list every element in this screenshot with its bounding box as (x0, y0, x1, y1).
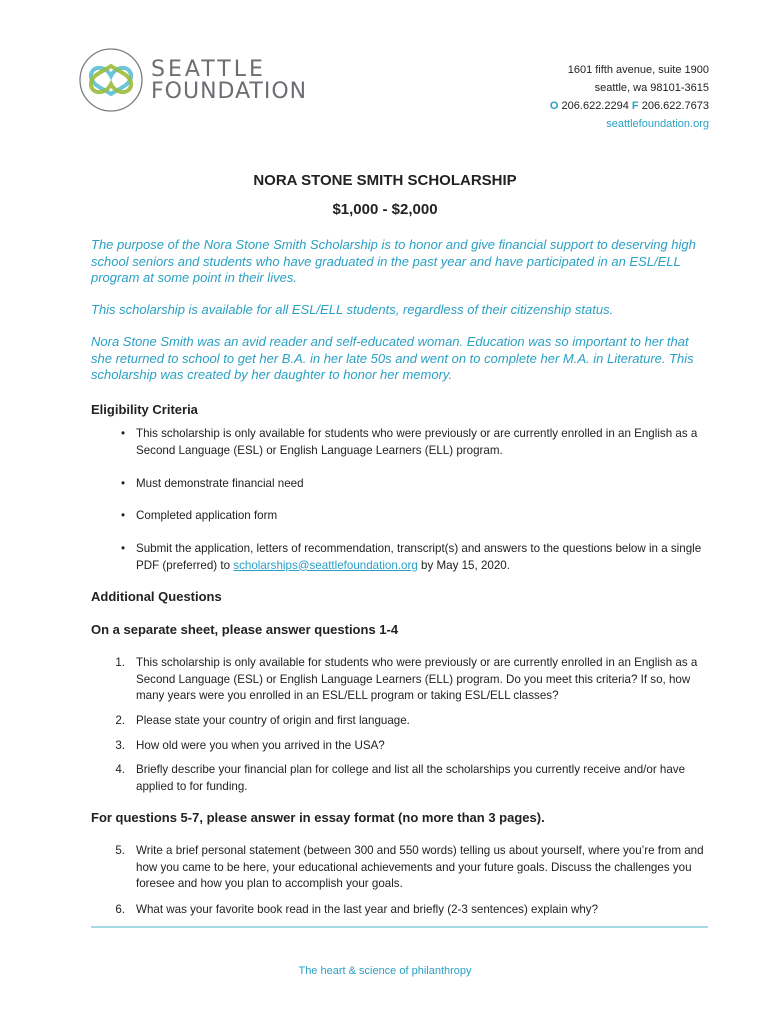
eligibility-heading: Eligibility Criteria (91, 402, 198, 417)
office-label: O (549, 100, 559, 112)
eligibility-item-text: This scholarship is only available for students who were previously or are currently enrolled in an English as a Second Language (ESL) or English Language Learners (ELL) program. (136, 427, 698, 457)
question-number: 5. (115, 844, 125, 857)
footer-tagline: The heart & science of philanthropy (298, 965, 472, 977)
submit-text-after: by May 15, 2020. (417, 558, 510, 572)
question-text: Please state your country of origin and first language. (136, 714, 410, 727)
bullet-marker: • (120, 542, 125, 555)
fax-label: F (631, 100, 639, 112)
question-number: 4. (115, 763, 125, 776)
additional-questions-heading: Additional Questions (91, 589, 222, 604)
question-text: Write a brief personal statement (between 300 and 550 words) telling us about yourself, where you’re from and how you came to be here, your educational achievements and your future goals. Discuss the challenges you foresee and how you plan to accomplish your goals. (136, 844, 704, 890)
question-number: 6. (115, 903, 125, 916)
footer-divider (91, 926, 708, 928)
award-amount: $1,000 - $2,000 (332, 201, 438, 218)
website-link[interactable]: seattlefoundation.org (606, 118, 709, 130)
history-paragraph: Nora Stone Smith was an avid reader and self-educated woman. Education was so important to her that she returned to school to get her B.A. in her late 50s and went on to complete her M.A. in Literature. This scholarship was created by her daughter to honor her memory. (91, 334, 694, 382)
question-number: 3. (115, 739, 125, 752)
submit-text-before: Submit the application, letters of recommendation, transcript(s) and answers to the questions below in a single PDF (preferred) to (136, 542, 702, 572)
eligibility-item-text: Must demonstrate financial need (136, 477, 304, 490)
question-text: This scholarship is only available for students who were previously or are currently enrolled in an English as a Second Language (ESL) or English Language Learners (ELL) program. Do you meet this criteria? If so, how many years were you enrolled in an ESL/ELL program or taking ESL/ELL classes? (136, 656, 698, 702)
question-text: Briefly describe your financial plan for college and list all the scholarships you currently receive and/or have applied to for funding. (136, 763, 686, 793)
address-block (550, 61, 709, 133)
question-text: What was your favorite book read in the last year and briefly (2-3 sentences) explain why? (136, 903, 599, 916)
additional-questions-subheading: On a separate sheet, please answer questions 1-4 (91, 622, 399, 637)
address-city: seattle, wa 98101-3615 (594, 82, 709, 94)
fax-number: 206.622.7673 (641, 100, 709, 112)
address-street: 1601 fifth avenue, suite 1900 (567, 64, 709, 76)
page-title: NORA STONE SMITH SCHOLARSHIP (253, 172, 517, 189)
bullet-marker: • (120, 509, 125, 522)
logo-text-seattle: SEATTLE (151, 57, 266, 82)
availability-paragraph: This scholarship is available for all ESL/ELL students, regardless of their citizenship status. (91, 302, 614, 317)
address-phones (550, 97, 709, 115)
bullet-marker: • (120, 427, 125, 440)
eligibility-item-text: Completed application form (136, 509, 278, 522)
submission-instructions (136, 541, 711, 574)
heart-knot-logo-icon (78, 44, 144, 116)
bullet-marker: • (120, 477, 125, 490)
purpose-paragraph: The purpose of the Nora Stone Smith Scholarship is to honor and give financial support to deserving high school seniors and students who have graduated in the past year and have participated in an ESL/ELL program at some point in their lives. (91, 237, 696, 285)
office-number: 206.622.2294 (561, 100, 629, 112)
seattle-foundation-logo (78, 44, 318, 116)
scholarship-email-link[interactable]: scholarships@seattlefoundation.org (233, 558, 418, 572)
question-number: 2. (115, 714, 125, 727)
logo-text-foundation: FOUNDATION (151, 79, 308, 104)
question-text: How old were you when you arrived in the USA? (136, 739, 385, 752)
question-number: 1. (115, 656, 125, 669)
essay-heading: For questions 5-7, please answer in essay format (no more than 3 pages). (91, 810, 545, 825)
